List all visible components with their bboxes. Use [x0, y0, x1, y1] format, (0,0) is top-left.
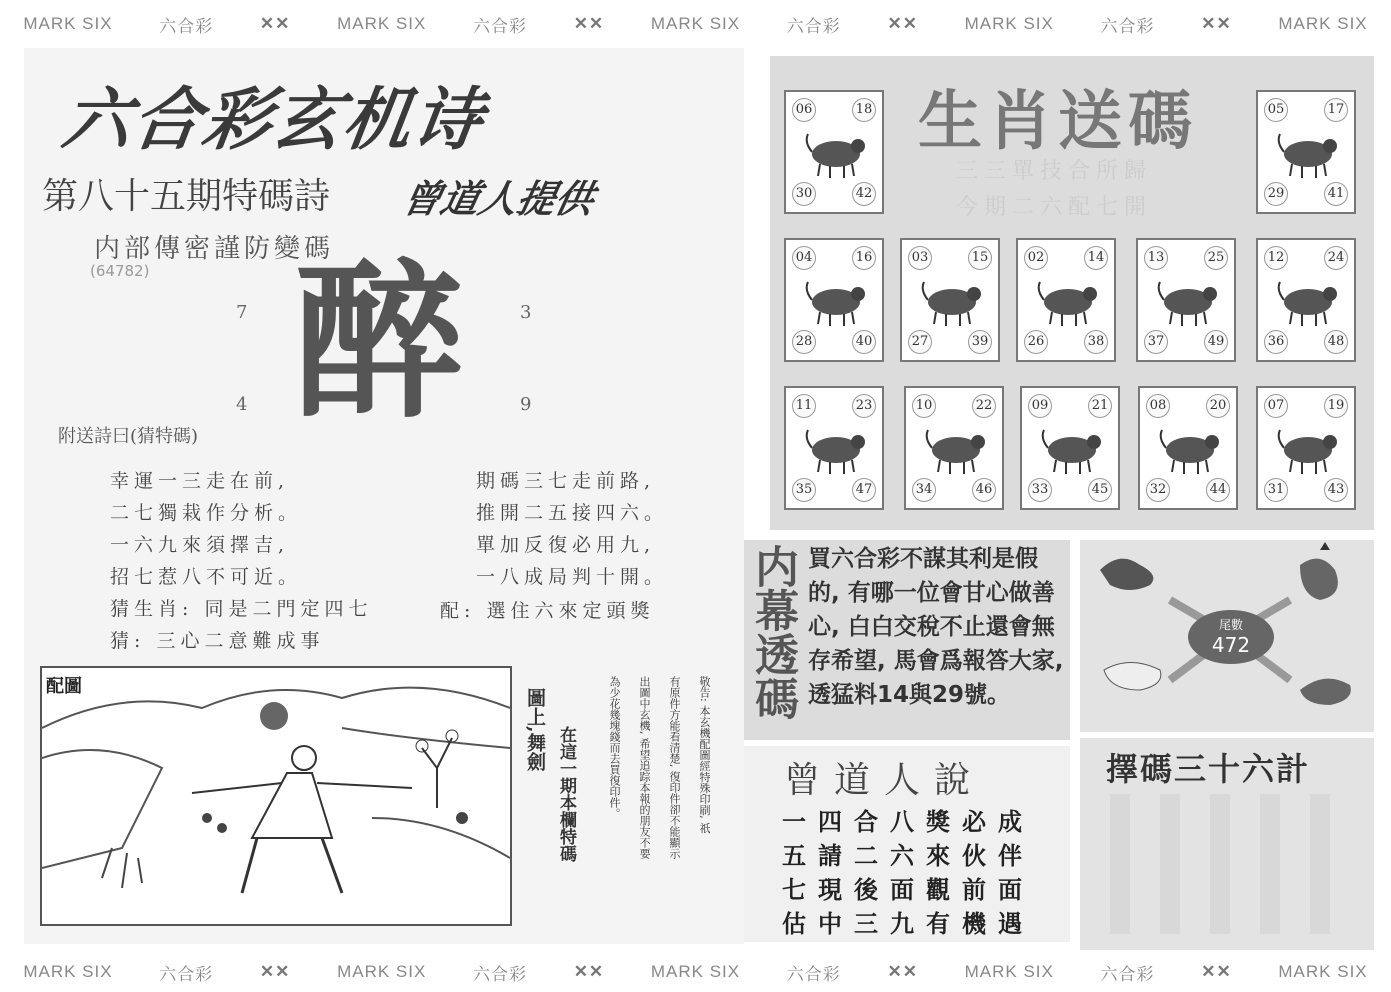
- border-text: MARK SIX: [650, 962, 741, 981]
- zodiac-number: 02: [1024, 246, 1048, 270]
- zodiac-number: 14: [1084, 246, 1108, 270]
- poem-line: 猜: 三心二意難成事: [110, 630, 325, 652]
- saying-line: 估中三九有機遇: [782, 910, 1034, 938]
- poem-line: 招七惹八不可近。: [110, 566, 303, 588]
- strategy-title: 擇碼三十六計: [1106, 750, 1311, 788]
- border-text: MARK SIX: [1278, 962, 1368, 981]
- faint-text-column: [1260, 794, 1280, 934]
- zodiac-number: 38: [1084, 330, 1108, 354]
- zodiac-number: 22: [972, 394, 996, 418]
- border-text: MARK SIX: [23, 14, 113, 33]
- dragon-icon: [1036, 270, 1100, 330]
- pig-icon: [1276, 418, 1340, 478]
- poem-line: 配: 選住六來定頭獎: [440, 600, 655, 622]
- corner-number: 7: [236, 302, 248, 323]
- border-text: 六合彩: [159, 964, 214, 984]
- zodiac-number: 12: [1264, 246, 1288, 270]
- zodiac-number: 16: [852, 246, 876, 270]
- notice-column: 敬告: 本玄機配圖經特殊印刷, 祇: [698, 676, 711, 834]
- border-text: MARK SIX: [650, 14, 741, 33]
- poem-intro: 附送詩曰(猜特碼): [58, 426, 199, 447]
- zodiac-card: [1256, 386, 1356, 510]
- rooster-icon: [1300, 542, 1338, 600]
- corner-number: 3: [520, 302, 532, 323]
- illustration-label: 配圖: [46, 676, 82, 697]
- zodiac-subtitle: 三三單技合所歸: [956, 159, 1153, 184]
- zodiac-number: 45: [1088, 478, 1112, 502]
- zodiac-number: 21: [1088, 394, 1112, 418]
- provider: 曾道人提供: [398, 177, 598, 221]
- issue-code: (64782): [90, 262, 150, 280]
- saying-line: 一四合八獎必成: [782, 808, 1034, 836]
- zodiac-number: 23: [852, 394, 876, 418]
- notice-column: 為少花幾塊錢而去買復印件。: [608, 676, 621, 819]
- inside-info-text: 買六合彩不謀其利是假的, 有哪一位會甘心做善心, 白白交稅不止還會無存希望, 馬會爲報答大家, 透猛料14與29號。: [808, 546, 1064, 708]
- zodiac-number: 48: [1324, 330, 1348, 354]
- zodiac-title: 生肖送碼: [918, 85, 1198, 159]
- zodiac-number: 17: [1324, 98, 1348, 122]
- bottom-border: [0, 952, 1391, 992]
- border-text: ✕✕: [1201, 962, 1232, 981]
- illustration-caption: 圖上,舞劍: [524, 688, 546, 771]
- border-text: ✕✕: [259, 14, 291, 33]
- zodiac-card: [784, 386, 884, 510]
- zodiac-number: 04: [792, 246, 816, 270]
- saying-title: 曾道人說: [784, 760, 985, 801]
- horse-icon: [1276, 270, 1340, 330]
- border-text: MARK SIX: [964, 14, 1054, 33]
- corner-number: 9: [520, 394, 532, 415]
- zodiac-card: [1256, 90, 1356, 214]
- rabbit-icon: [920, 270, 984, 330]
- zodiac-number: 31: [1264, 478, 1288, 502]
- zodiac-number: 15: [968, 246, 992, 270]
- poem-line: 幸運一三走在前,: [110, 470, 290, 492]
- border-text: MARK SIX: [964, 962, 1054, 981]
- poem-line: 一八成局判十開。: [476, 566, 669, 588]
- tail-number-label: 尾數: [1218, 618, 1243, 632]
- swordsman-illustration: [42, 668, 510, 924]
- dragon-icon: [1100, 559, 1153, 590]
- zodiac-number: 42: [852, 182, 876, 206]
- poem-line: 二七獨栽作分析。: [110, 502, 303, 524]
- zodiac-card: [1138, 386, 1238, 510]
- zodiac-number: 10: [912, 394, 936, 418]
- zodiac-number: 35: [792, 478, 816, 502]
- border-text: 六合彩: [786, 16, 841, 36]
- faint-text-column: [1160, 794, 1180, 934]
- zodiac-number: 40: [852, 330, 876, 354]
- rat-icon: [804, 122, 868, 182]
- border-text: 六合彩: [1100, 16, 1155, 36]
- zodiac-number: 08: [1146, 394, 1170, 418]
- zodiac-number: 27: [908, 330, 932, 354]
- zodiac-card: [900, 238, 1000, 362]
- border-text: 六合彩: [1100, 964, 1155, 984]
- zodiac-number: 24: [1324, 246, 1348, 270]
- zodiac-number: 03: [908, 246, 932, 270]
- big-character: 醉: [294, 244, 465, 442]
- zodiac-card: [784, 90, 884, 214]
- zodiac-number: 33: [1028, 478, 1052, 502]
- zodiac-number: 30: [792, 182, 816, 206]
- snake-icon: [1156, 270, 1220, 330]
- zodiac-card: [1136, 238, 1236, 362]
- tail-number-panel: [1080, 540, 1374, 732]
- faint-text-column: [1110, 794, 1130, 934]
- border-text: MARK SIX: [23, 962, 113, 981]
- faint-text-column: [1310, 794, 1330, 934]
- ox-icon: [1276, 122, 1340, 182]
- saying-panel: [744, 746, 1070, 942]
- border-text: ✕✕: [259, 962, 291, 981]
- poem-line: 期碼三七走前路,: [476, 470, 656, 492]
- border-text: ✕✕: [573, 14, 605, 33]
- zodiac-number: 43: [1324, 478, 1348, 502]
- border-text: ✕✕: [887, 962, 918, 981]
- notice-column: 有原件方能看清楚, 復印件卻不能顯示: [668, 676, 681, 859]
- zodiac-number: 11: [792, 394, 816, 418]
- border-text: ✕✕: [887, 14, 918, 33]
- zodiac-number: 25: [1204, 246, 1228, 270]
- zodiac-number: 44: [1206, 478, 1230, 502]
- border-text: 六合彩: [786, 964, 841, 984]
- goat-icon: [804, 418, 868, 478]
- zodiac-number: 41: [1324, 182, 1348, 206]
- border-text: ✕✕: [1201, 14, 1232, 33]
- tail-number-badge: [1188, 610, 1274, 664]
- dog-icon: [1158, 418, 1222, 478]
- tiger-icon: [804, 270, 868, 330]
- tail-number-value: 472: [1211, 633, 1251, 657]
- zodiac-number: 39: [968, 330, 992, 354]
- issue-title: 第八十五期特碼詩: [42, 176, 331, 217]
- internal-note: 内部傳密謹防變碼: [94, 234, 335, 264]
- poem-line: 猜生肖: 同是二門定四七: [110, 598, 373, 620]
- zodiac-number: 28: [792, 330, 816, 354]
- poem-line: 推開二五接四六。: [476, 502, 669, 524]
- monkey-icon: [924, 418, 988, 478]
- saying-line: 七現後面觀前面: [782, 876, 1034, 904]
- zodiac-number: 18: [852, 98, 876, 122]
- faint-text-column: [1210, 794, 1230, 934]
- zodiac-number: 09: [1028, 394, 1052, 418]
- notice-column: 出圖中玄機, 希望追踪本報的朋友不要: [638, 676, 651, 859]
- zodiac-number: 49: [1204, 330, 1228, 354]
- zodiac-number: 05: [1264, 98, 1288, 122]
- saying-line: 五請二六來伙伴: [782, 842, 1034, 870]
- zodiac-number: 07: [1264, 394, 1288, 418]
- illustration-box: [40, 666, 512, 926]
- poem-panel: [24, 48, 744, 944]
- border-text: ✕✕: [573, 962, 605, 981]
- rat-icon: [1300, 679, 1351, 705]
- inside-info-title: 内幕透碼: [747, 544, 798, 720]
- zodiac-card: [1256, 238, 1356, 362]
- goat-icon: [1104, 663, 1161, 691]
- zodiac-number: 46: [972, 478, 996, 502]
- illustration-caption: 在這一期本欄特碼: [556, 726, 576, 862]
- inside-info-panel: [744, 540, 1070, 740]
- zodiac-panel: [770, 56, 1374, 530]
- zodiac-number: 47: [852, 478, 876, 502]
- strategy-panel: [1080, 738, 1374, 950]
- main-title: 六合彩玄机诗: [57, 81, 489, 160]
- zodiac-number: 36: [1264, 330, 1288, 354]
- zodiac-card: [1020, 386, 1120, 510]
- rooster-icon: [1040, 418, 1104, 478]
- zodiac-number: 34: [912, 478, 936, 502]
- zodiac-number: 37: [1144, 330, 1168, 354]
- zodiac-card: [784, 238, 884, 362]
- zodiac-card: [1016, 238, 1116, 362]
- corner-number: 4: [236, 394, 248, 415]
- zodiac-card: [904, 386, 1004, 510]
- zodiac-subtitle: 今期二六配七開: [956, 195, 1153, 220]
- border-text: 六合彩: [473, 964, 528, 984]
- poem-line: 單加反復必用九,: [476, 534, 656, 556]
- border-text: MARK SIX: [337, 962, 427, 981]
- zodiac-number: 13: [1144, 246, 1168, 270]
- zodiac-number: 26: [1024, 330, 1048, 354]
- zodiac-number: 06: [792, 98, 816, 122]
- zodiac-number: 29: [1264, 182, 1288, 206]
- border-text: 六合彩: [473, 16, 528, 36]
- border-text: MARK SIX: [1278, 14, 1368, 33]
- zodiac-number: 19: [1324, 394, 1348, 418]
- zodiac-number: 20: [1206, 394, 1230, 418]
- zodiac-number: 32: [1146, 478, 1170, 502]
- border-text: MARK SIX: [337, 14, 427, 33]
- poem-line: 一六九來須擇吉,: [110, 534, 290, 556]
- border-text: 六合彩: [159, 16, 214, 36]
- top-border: [0, 4, 1391, 44]
